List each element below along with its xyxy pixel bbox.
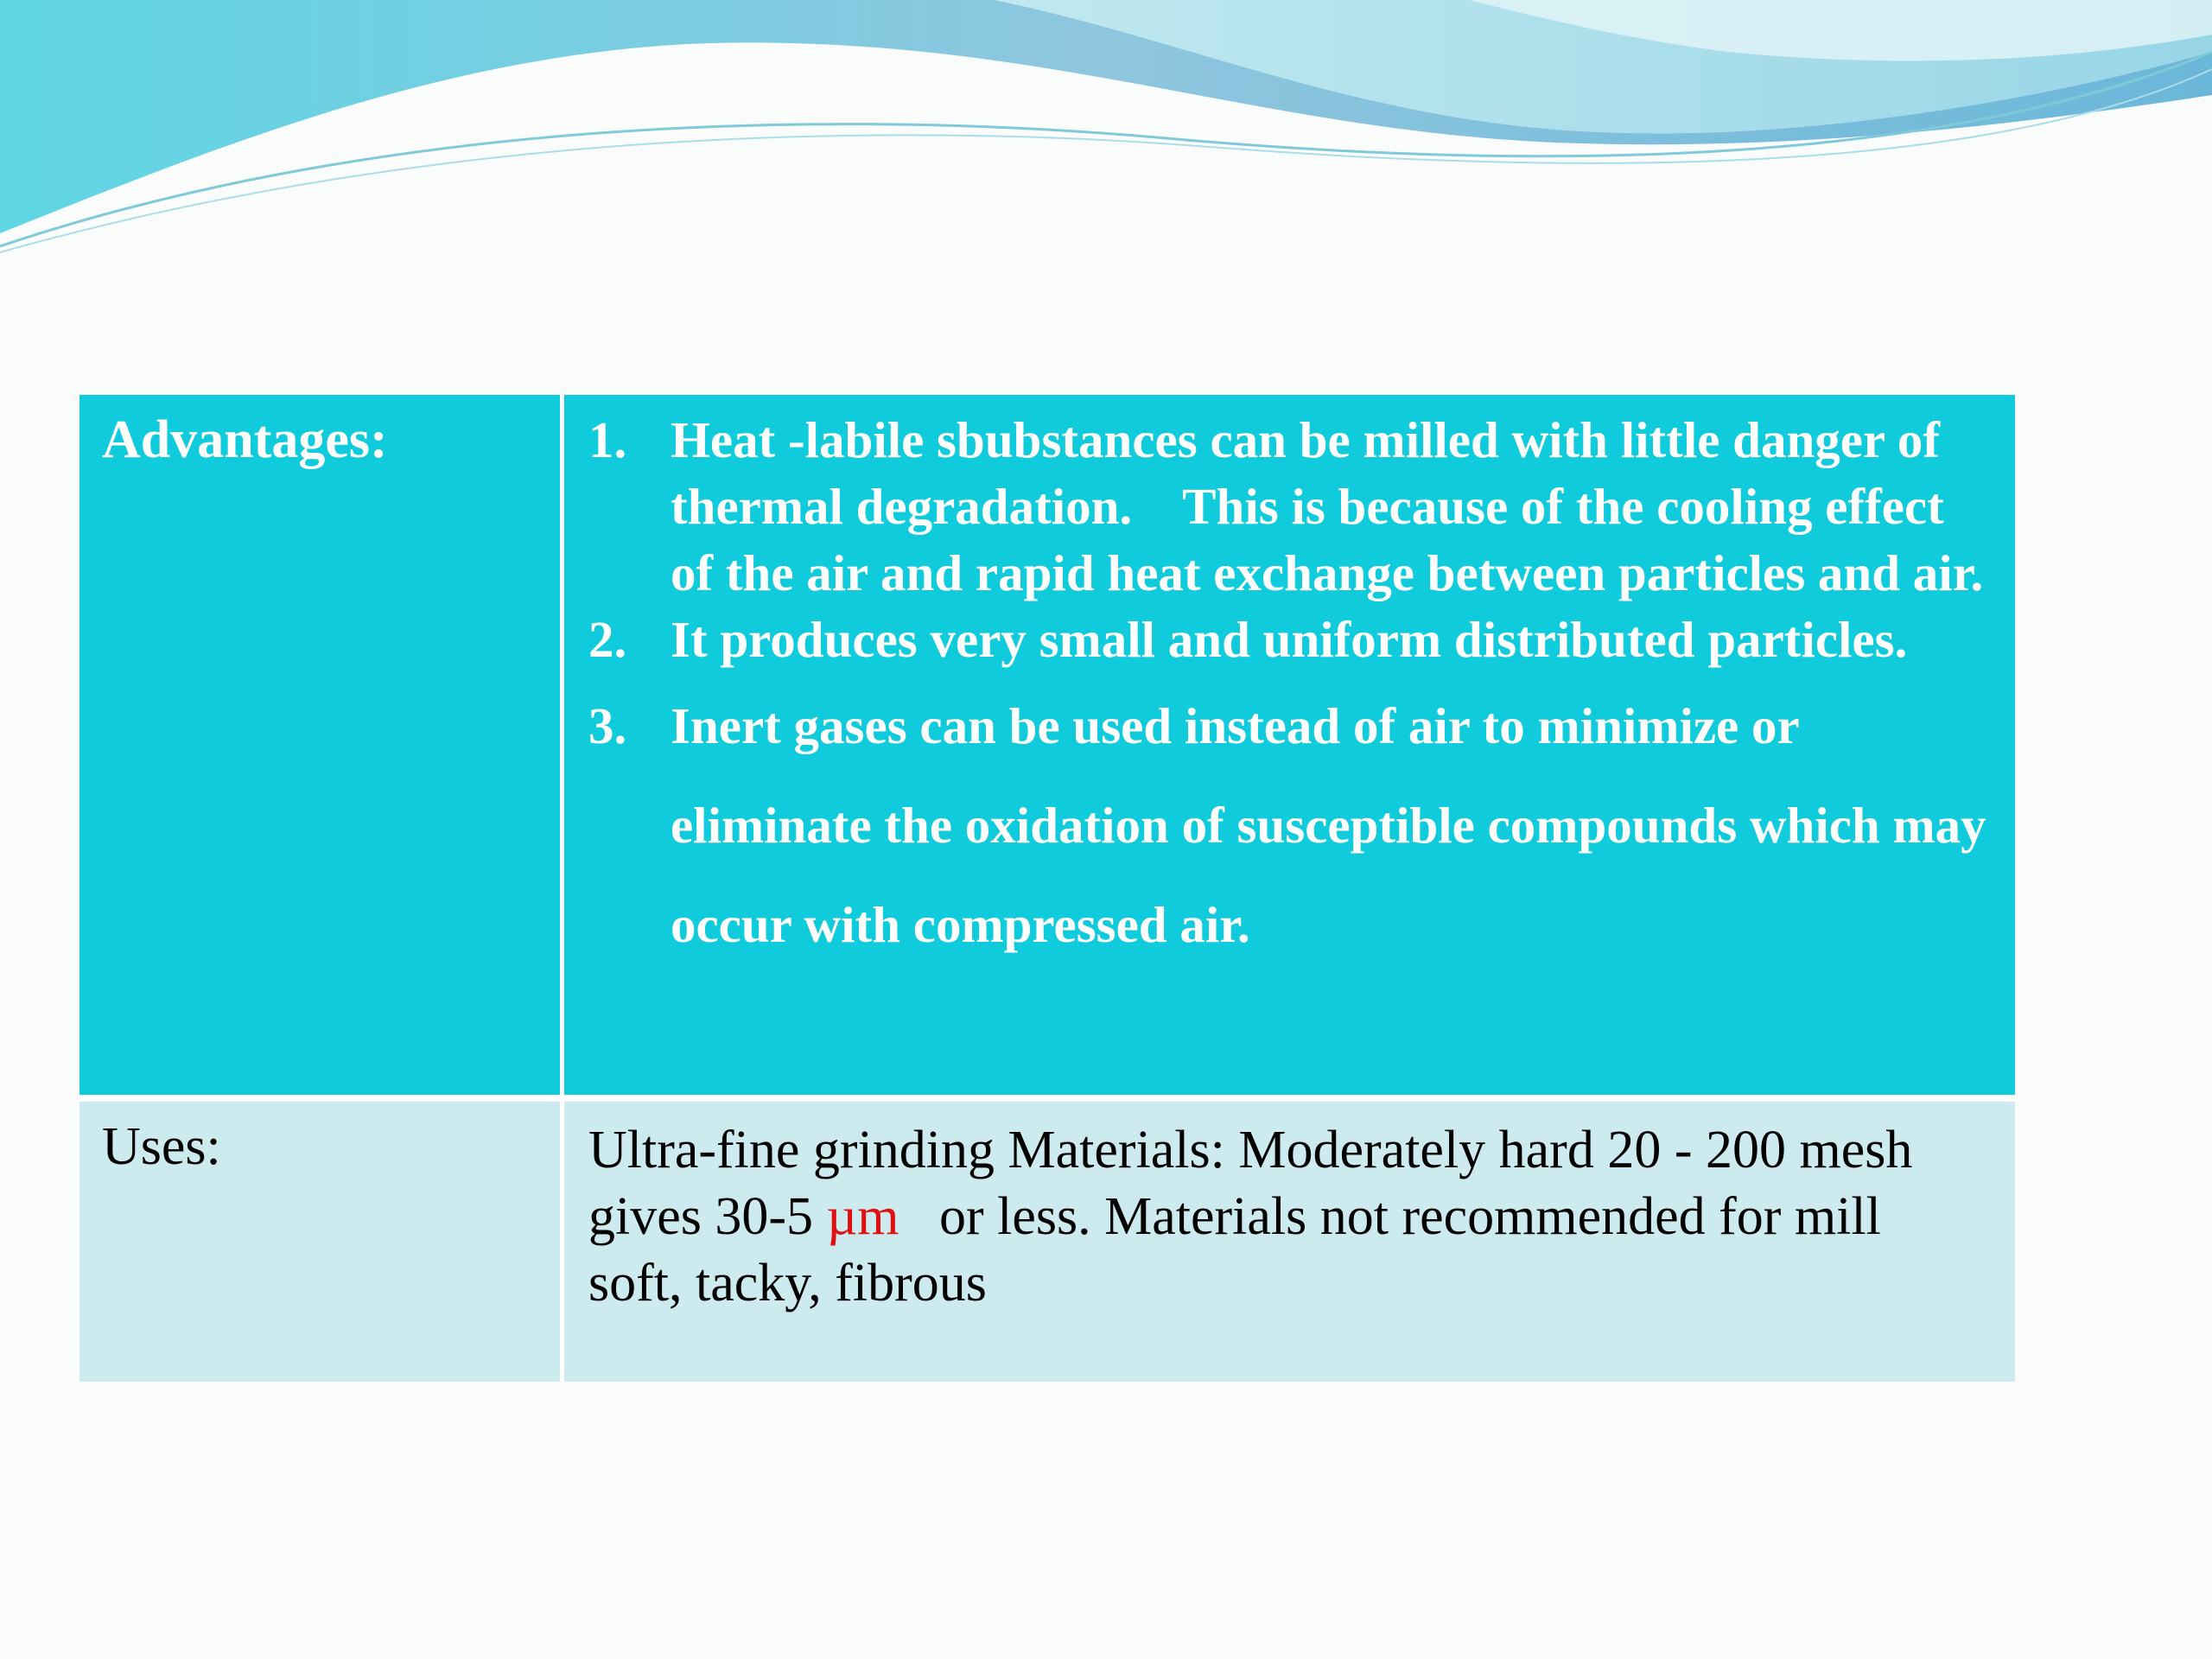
list-text: Heat -labile sbubstances can be milled with little danger of thermal degradation. This is because of the cooling effect of the air and rapid heat exchange between particles and air.	[671, 411, 1984, 601]
uses-label: Uses:	[102, 1117, 221, 1176]
list-number: 3.	[588, 697, 627, 754]
uses-label-cell	[79, 1098, 563, 1382]
list-number: 2.	[588, 611, 627, 668]
advantages-label-cell	[79, 395, 563, 1098]
list-item	[588, 607, 1994, 673]
advantages-label: Advantages:	[102, 410, 388, 469]
list-text: It produces very small and uniform distributed particles.	[671, 611, 1908, 668]
uses-text-after: or less. Materials not recommended for mill soft, tacky, fibrous	[588, 1187, 1881, 1313]
advantages-row	[79, 395, 2015, 1098]
header-wave-decoration	[0, 0, 2212, 259]
uses-row	[79, 1098, 2015, 1382]
list-item	[588, 692, 1994, 975]
uses-content-cell	[563, 1098, 2016, 1382]
advantages-content-cell	[563, 395, 2016, 1098]
uses-text-before: Ultra-fine grinding Materials: Moderately hard 20 - 200 mesh gives 30-5	[588, 1121, 1913, 1246]
list-text: Inert gases can be used instead of air to minimize or eliminate the oxidation of susceptible compounds which may occur with compressed air.	[671, 697, 1986, 953]
uses-text	[564, 1102, 2015, 1317]
micrometer-unit: µm	[826, 1187, 899, 1246]
content-table	[79, 395, 2015, 1382]
list-number: 1.	[588, 411, 627, 468]
list-item	[588, 407, 1994, 607]
advantages-list	[564, 395, 2015, 975]
